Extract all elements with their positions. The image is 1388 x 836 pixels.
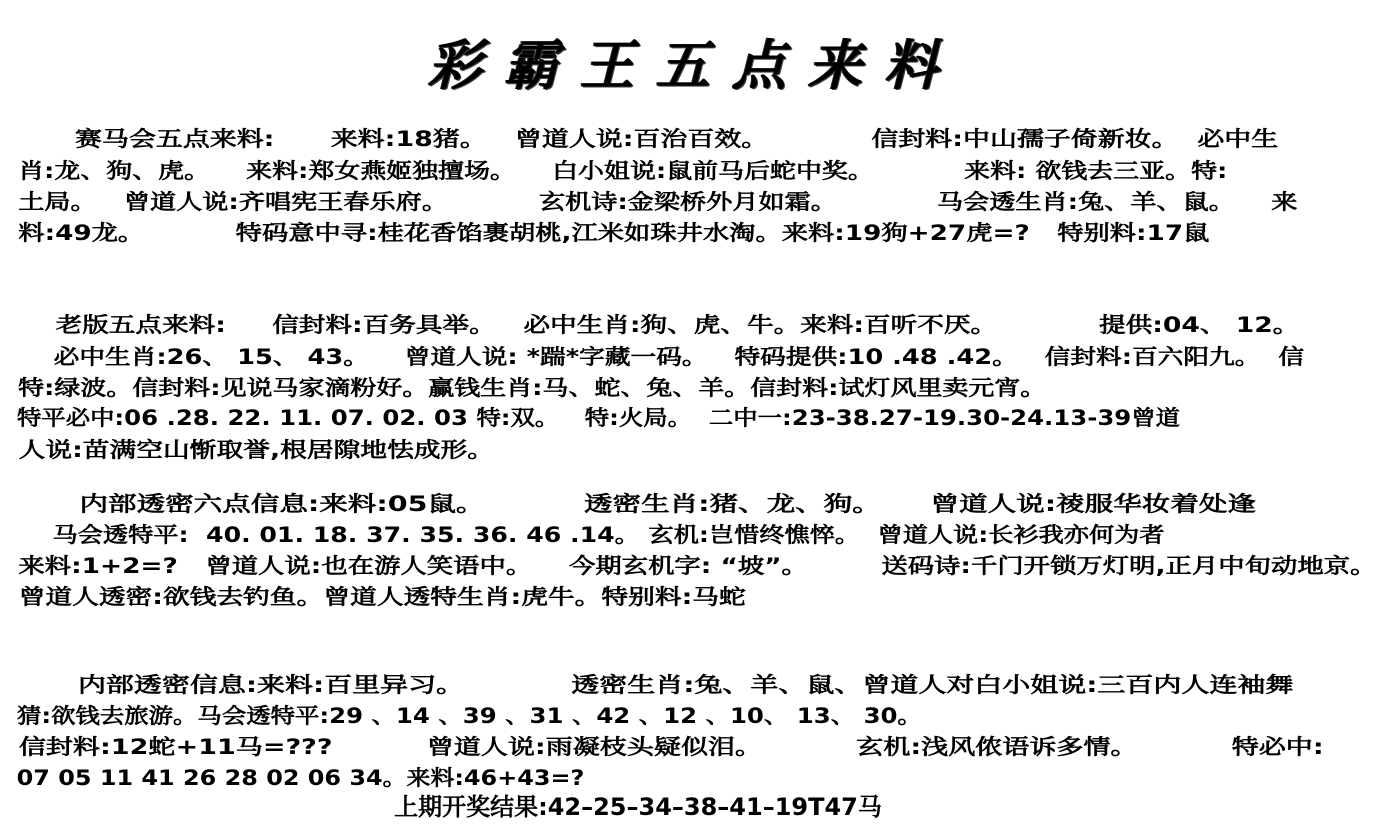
text-line-16: 信封料:12蛇+11马=??? 曾道人说:雨凝枝头疑似泪。 玄机:浅风侬语诉多情。 特必中: [0,735,1324,759]
text-line-1: 赛马会五点来料: 来料:18猪。 曾道人说:百治百效。 信封料:中山孺子倚新妆。 必中生 [0,127,1279,151]
text-line-6: 必中生肖:26、 15、 43。 曾道人说: *踹*字藏一码。 特码提供:10 .48 .42。 信封料:百六阳九。 信 [0,345,1305,369]
text-line-4: 料:49龙。 特码意中寻:桂花香馅裹胡桃,江米如珠井水淘。来料:19狗+27虎=? 特别料:17鼠 [0,221,1210,245]
text-line-7: 特:绿波。信封料:见说马家滴粉好。赢钱生肖:马、蛇、兔、羊。信封料:试灯风里卖元宵。 [0,376,1047,400]
text-line-8: 特平必中:06 .28. 22. 11. 07. 02. 03 特:双。 特:火局。 二中一:23-38.27-19.30-24.13-39曾道 [0,406,1180,430]
text-line-12: 来料:1+2=? 曾道人说:也在游人笑语中。 今期玄机字: “坡”。 送码诗:千门开锁万灯明,正月中旬动地京。 [0,554,1377,578]
text-line-9: 人说:苗满空山惭取誉,根居隙地怯成形。 [0,438,494,462]
text-line-10: 内部透密六点信息:来料:05鼠。 透密生肖:猪、龙、狗。 曾道人说:祾服华妆着处逢 [0,492,1256,516]
text-line-17: 07 05 11 41 26 28 02 06 34。来料:46+43=? [0,766,585,790]
text-line-2: 肖:龙、狗、虎。 来料:郑女燕姬独擅场。 白小姐说:鼠前马后蛇中奖。 来料: 欲钱去三亚。特: [0,159,1228,183]
text-line-5: 老版五点来料: 信封料:百务具举。 必中生肖:狗、虎、牛。来料:百听不厌。 提供:04、 12。 [0,313,1300,337]
text-line-11: 马会透特平: 40. 01. 18. 37. 35. 36. 46 .14。 玄机:岂惜终憔悴。 曾道人说:长衫我亦何为者 [0,523,1165,547]
text-line-3: 土局。 曾道人说:齐唱宪王春乐府。 玄机诗:金梁桥外月如霜。 马会透生肖:兔、羊、鼠。 来 [0,190,1298,214]
text-line-13: 曾道人透密:欲钱去钓鱼。曾道人透特生肖:虎牛。特别料:马蛇 [0,585,746,609]
text-line-15: 猜:欲钱去旅游。马会透特平:29 、14 、39 、31 、42 、12 、10、 13、 30。 [0,704,922,728]
page-title: 彩霸王五点来料 [428,33,960,97]
previous-draw-result: 上期开奖结果:42–25–34–38–41–19T47马 [394,793,882,821]
text-line-14: 内部透密信息:来料:百里异习。 透密生肖:兔、羊、鼠、曾道人对白小姐说:三百内人连袖舞 [0,673,1294,697]
